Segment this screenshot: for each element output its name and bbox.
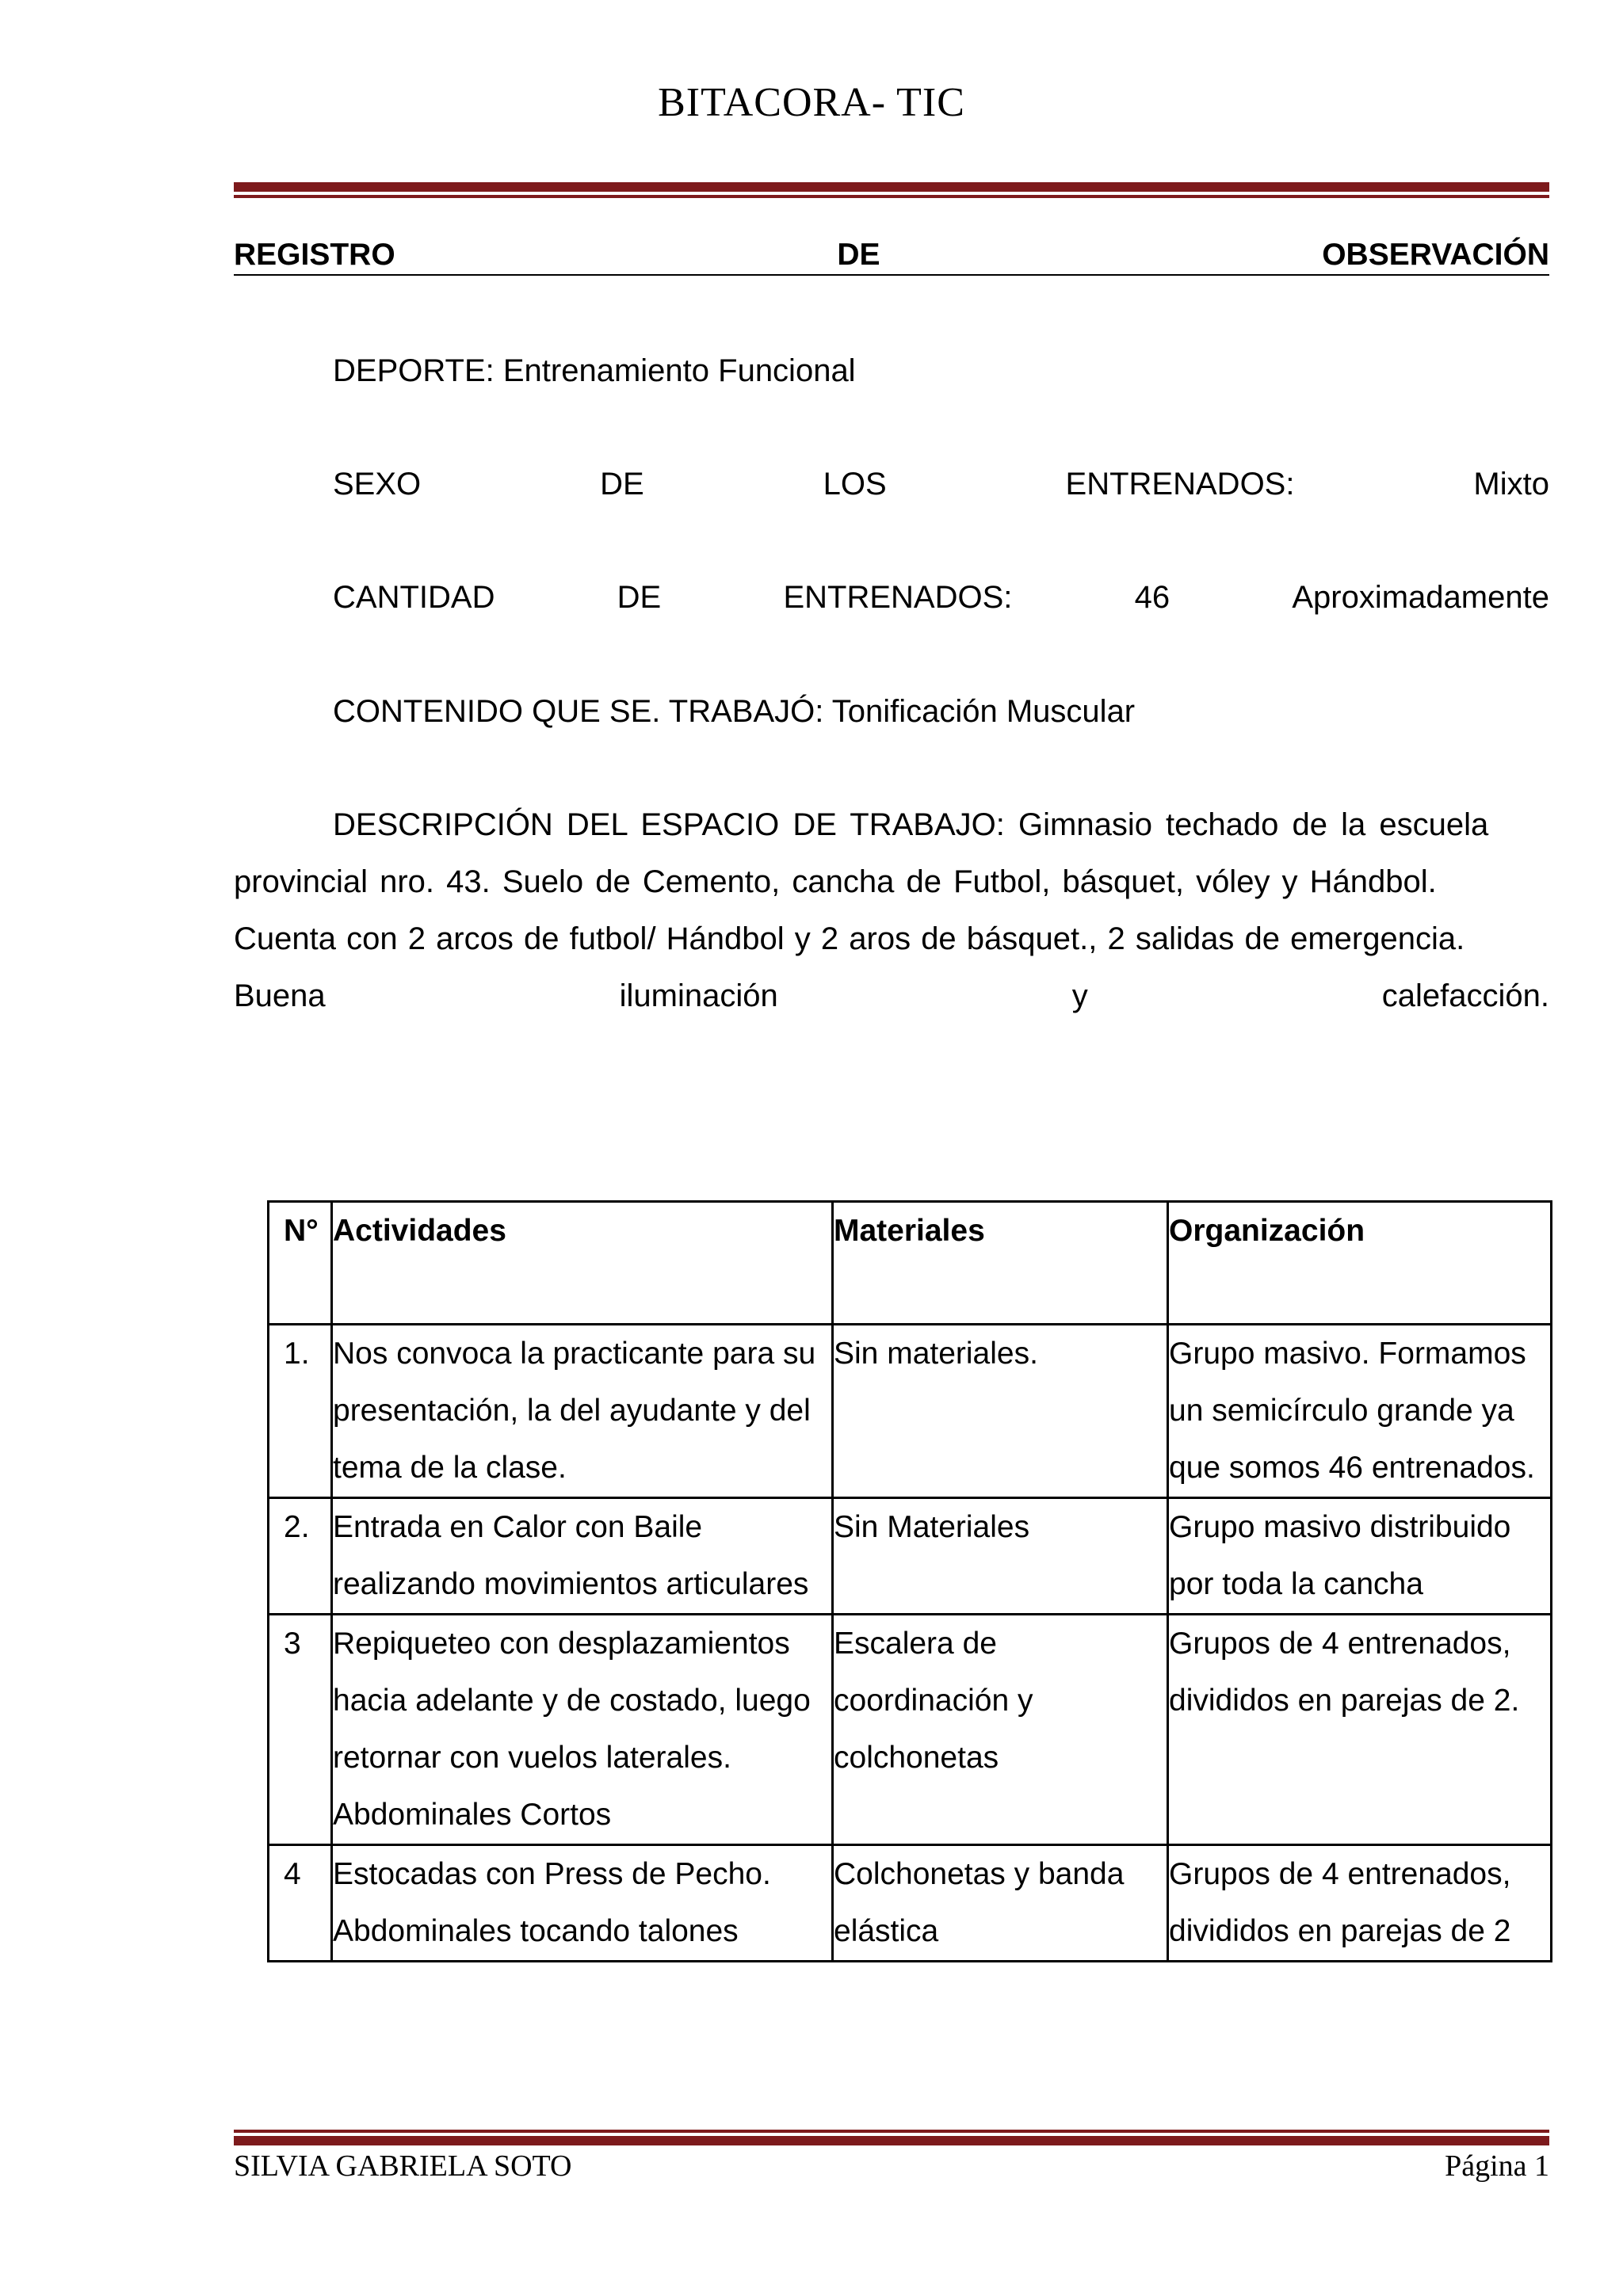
field-word: LOS bbox=[823, 467, 887, 502]
header-n: N° bbox=[269, 1202, 332, 1325]
page-header-title: BITACORA- TIC bbox=[658, 80, 965, 125]
activities-table bbox=[267, 1200, 1552, 1962]
paragraph-line: provincial nro. 43. Suelo de Cemento, cancha de Futbol, básquet, vóley y Hándbol. bbox=[234, 864, 1437, 899]
page-number: Página 1 bbox=[1445, 2149, 1549, 2183]
field-word: DE bbox=[600, 467, 644, 502]
paragraph-word: iluminación bbox=[619, 978, 778, 1013]
field-contenido: CONTENIDO QUE SE. TRABAJÓ: Tonificación Muscular bbox=[333, 694, 1136, 729]
row-number: 2. bbox=[269, 1498, 332, 1615]
row-number: 4 bbox=[269, 1845, 332, 1962]
field-word: CANTIDAD bbox=[333, 580, 495, 615]
title-word: OBSERVACIÓN bbox=[1322, 238, 1549, 272]
header-organizacion: Organización bbox=[1168, 1202, 1552, 1325]
page-footer bbox=[234, 2149, 1549, 2183]
paragraph-word: calefacción. bbox=[1381, 978, 1549, 1013]
table-row bbox=[269, 1615, 1552, 1845]
footer-author: SILVIA GABRIELA SOTO bbox=[234, 2149, 572, 2183]
header-rule bbox=[234, 182, 1549, 198]
row-organizacion: Grupo masivo distribuido por toda la cancha bbox=[1168, 1498, 1552, 1615]
field-word: SEXO bbox=[333, 467, 422, 502]
table-row bbox=[269, 1325, 1552, 1498]
title-word: REGISTRO bbox=[234, 238, 395, 272]
row-number: 3 bbox=[269, 1615, 332, 1845]
footer-rule bbox=[234, 2130, 1549, 2145]
field-word: Aproximadamente bbox=[1292, 580, 1549, 615]
table-row bbox=[269, 1845, 1552, 1962]
title-word: DE bbox=[837, 238, 880, 272]
paragraph-line bbox=[234, 967, 1549, 1024]
field-word: DE bbox=[617, 580, 662, 615]
table-row bbox=[269, 1498, 1552, 1615]
row-actividad: Entrada en Calor con Baile realizando movimientos articulares bbox=[332, 1498, 833, 1615]
field-sexo bbox=[234, 456, 1549, 513]
field-value: Mixto bbox=[1473, 467, 1549, 502]
paragraph-word: y bbox=[1071, 978, 1088, 1013]
table-header-row bbox=[269, 1202, 1552, 1325]
paragraph-line: Cuenta con 2 arcos de futbol/ Hándbol y 2 aros de básquet., 2 salidas de emergencia. bbox=[234, 921, 1465, 956]
row-number: 1. bbox=[269, 1325, 332, 1498]
field-word: ENTRENADOS: bbox=[1065, 467, 1295, 502]
row-materiales: Escalera de coordinación y colchonetas bbox=[833, 1615, 1168, 1845]
row-organizacion: Grupo masivo. Formamos un semicírculo grande ya que somos 46 entrenados. bbox=[1168, 1325, 1552, 1498]
header-actividades: Actividades bbox=[332, 1202, 833, 1325]
row-materiales: Colchonetas y banda elástica bbox=[833, 1845, 1168, 1962]
document-title bbox=[234, 238, 1549, 276]
row-materiales: Sin Materiales bbox=[833, 1498, 1168, 1615]
field-cantidad bbox=[234, 569, 1549, 626]
descripcion-paragraph bbox=[234, 796, 1549, 1024]
row-organizacion: Grupos de 4 entrenados, divididos en parejas de 2. bbox=[1168, 1615, 1552, 1845]
paragraph-word: Buena bbox=[234, 978, 326, 1013]
row-actividad: Repiqueteo con desplazamientos hacia adelante y de costado, luego retornar con vuelos laterales. Abdominales Cortos bbox=[332, 1615, 833, 1845]
header-materiales: Materiales bbox=[833, 1202, 1168, 1325]
row-materiales: Sin materiales. bbox=[833, 1325, 1168, 1498]
field-word: ENTRENADOS: bbox=[783, 580, 1013, 615]
field-deporte: DEPORTE: Entrenamiento Funcional bbox=[333, 353, 856, 388]
field-value: 46 bbox=[1134, 580, 1170, 615]
row-organizacion: Grupos de 4 entrenados, divididos en parejas de 2 bbox=[1168, 1845, 1552, 1962]
row-actividad: Nos convoca la practicante para su presentación, la del ayudante y del tema de la clase. bbox=[332, 1325, 833, 1498]
paragraph-line: DESCRIPCIÓN DEL ESPACIO DE TRABAJO: Gimnasio techado de la escuela bbox=[333, 807, 1489, 842]
row-actividad: Estocadas con Press de Pecho. Abdominales tocando talones bbox=[332, 1845, 833, 1962]
